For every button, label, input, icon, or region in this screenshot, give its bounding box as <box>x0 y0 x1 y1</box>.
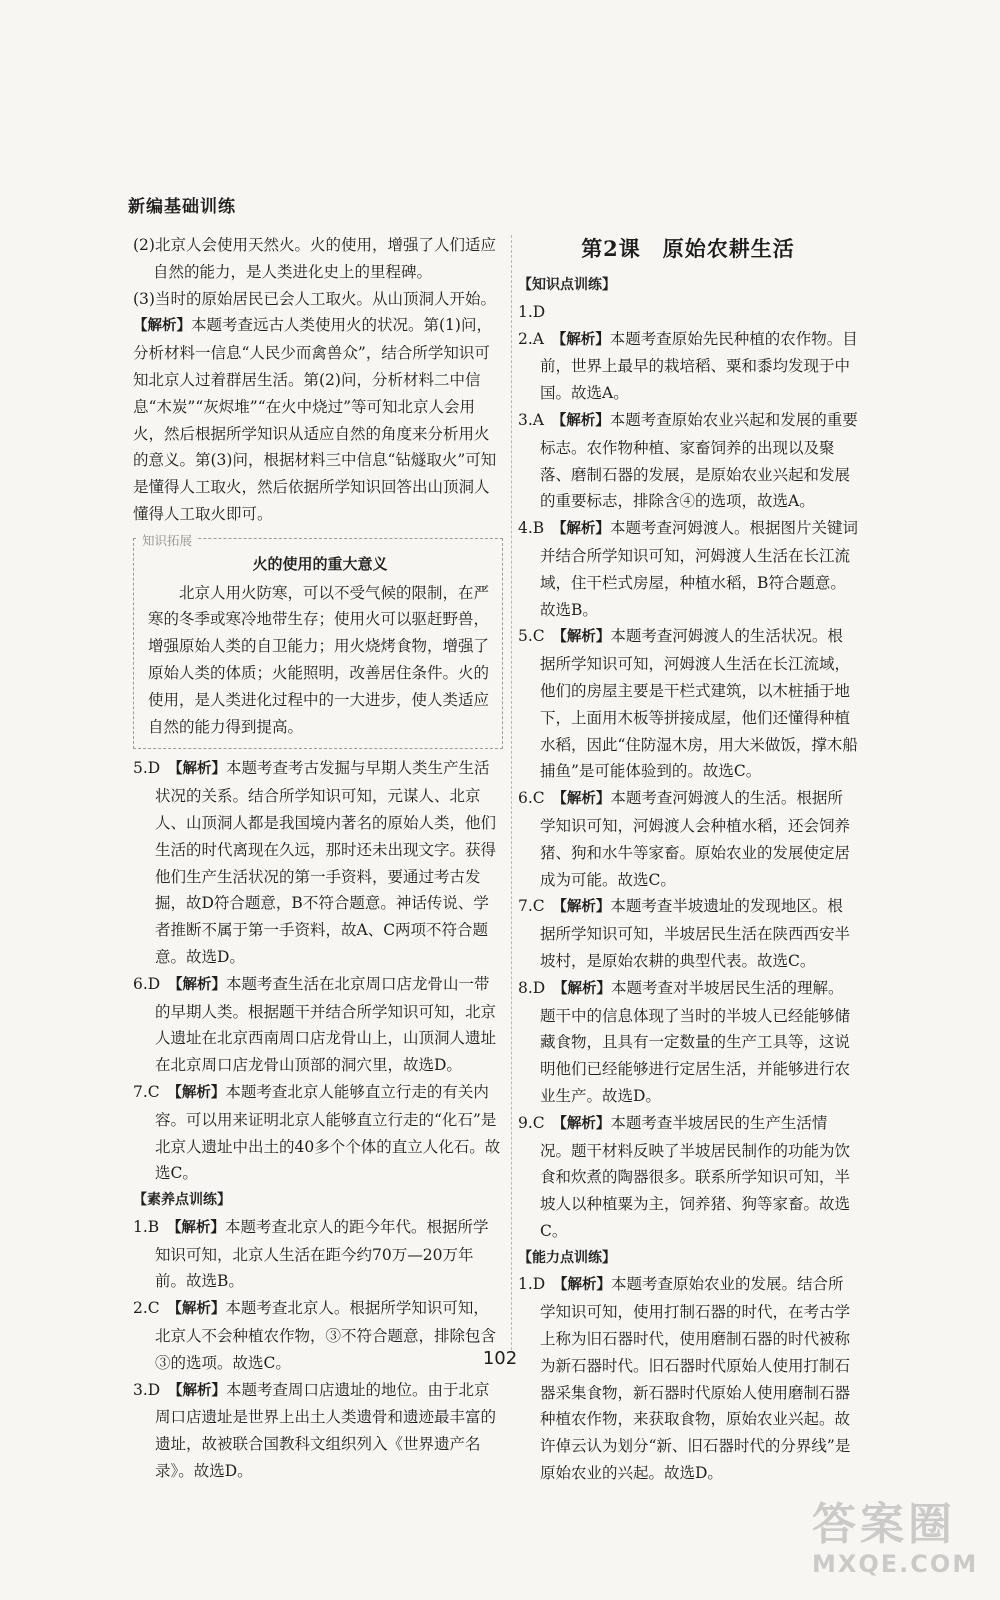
answer-number: 4.B <box>518 519 545 538</box>
answer-number: 3.A <box>518 410 544 429</box>
analysis-label: 【解析】 <box>167 761 226 778</box>
answer-explanation: 本题考查原始先民种植的农作物。目前，世界上最早的栽培稻、粟和黍均发现于中国。故选A。 <box>540 329 858 403</box>
answer-item <box>518 515 858 623</box>
right-column <box>518 232 858 1487</box>
answer-explanation: 本题考查生活在北京周口店龙骨山一带的早期人类。根据题干并结合所学知识可知，北京人遗址在北京西南周口店龙骨山上，山顶洞人遗址在北京周口店龙骨山顶部的洞穴里，故选D。 <box>155 974 497 1075</box>
analysis-label: 【解析】 <box>551 412 610 429</box>
analysis-label: 【解析】 <box>551 331 610 348</box>
analysis-label: 【解析】 <box>552 1277 611 1294</box>
answer-line-3: (3)当时的原始居民已会人工取火。从山顶洞人开始。 <box>133 289 496 308</box>
answer-explanation: 本题考查河姆渡人。根据图片关键词并结合所学知识可知，河姆渡人生活在长江流域，住干栏式房屋，种植水稻，B符合题意。故选B。 <box>540 519 858 619</box>
answer-item <box>518 893 858 974</box>
answer-item: 1.D <box>518 302 546 321</box>
answer-number: 3.D <box>133 1380 161 1399</box>
answer-explanation: 本题考查考古发掘与早期人类生产生活状况的关系。结合所学知识可知，元谋人、北京人、山顶洞人都是我国境内著名的原始人类，他们生活的时代离现在久远，那时还未出现文字。获得他们生产生活状况的第一手资料，要通过考古发掘，故D符合题意，B不符合题意。神话传说、学者推断不属于第一手资料，故A、C两项不符合题意。故选D。 <box>155 759 497 966</box>
section-heading-literacy: 【素养点训练】 <box>133 1192 231 1209</box>
answer-item <box>518 975 858 1110</box>
answer-explanation: 本题考查半坡遗址的发现地区。根据所学知识可知，半坡居民生活在陕西西安半坡村，是原始农耕的典型代表。故选C。 <box>540 897 851 970</box>
analysis-label: 【解析】 <box>167 1301 226 1318</box>
answer-explanation: 本题考查周口店遗址的地位。由于北京周口店遗址是世界上出土人类遗骨和遗迹最丰富的遗址，故被联合国教科文组织列入《世界遗产名录》。故选D。 <box>155 1380 497 1481</box>
answer-explanation: 本题考查河姆渡人的生活状况。根据所学知识可知，河姆渡人生活在长江流域，他们的房屋主要是干栏式建筑，以木桩插于地下，上面用木板等拼接成屋，他们还懂得种植水稻，因此“住防湿木房，用大米做饭，撑木船捕鱼”是可能体验到的。故选C。 <box>540 627 858 781</box>
analysis-label: 【解析】 <box>552 791 611 808</box>
section-heading-ability: 【能力点训练】 <box>518 1249 616 1266</box>
answer-number: 8.D <box>518 978 546 997</box>
analysis-label: 【解析】 <box>552 1115 611 1132</box>
answer-item <box>518 1271 858 1486</box>
analysis-label: 【解析】 <box>167 1382 226 1399</box>
right-answer-list-b <box>518 1271 858 1486</box>
answer-line-2: (2)北京人会使用天然火。火的使用，增强了人们适应自然的能力，是人类进化史上的里程碑。 <box>133 236 496 281</box>
answer-item <box>518 785 858 893</box>
answer-explanation: 本题考查原始农业兴起和发展的重要标志。农作物种植、家畜饲养的出现以及聚落、磨制石器的发展，是原始农业兴起和发展的重要标志，排除含④的选项，故选A。 <box>540 410 858 511</box>
answer-explanation: 本题考查对半坡居民生活的理解。题干中的信息体现了当时的半坡人已经能够储藏食物，且具有一定数量的生产工具等，这说明他们已经能够进行定居生活，并能够进行农业生产。故选D。 <box>540 978 851 1105</box>
analysis-label: 【解析】 <box>166 1219 225 1236</box>
section-heading-knowledge: 【知识点训练】 <box>518 277 616 293</box>
watermark-domain: MXQE.COM <box>812 1550 979 1578</box>
book-series-header: 新编基础训练 <box>128 197 236 217</box>
knowledge-expansion-label: 知识拓展 <box>138 528 196 555</box>
column-divider <box>511 235 512 1350</box>
answer-explanation: 本题考查河姆渡人的生活。根据所学知识可知，河姆渡人会种植水稻，还会饲养猪、狗和水牛等家畜。原始农业的发展使定居成为可能。故选C。 <box>540 789 851 889</box>
left-column <box>133 232 503 1485</box>
answer-item <box>133 971 503 1079</box>
answer-item <box>518 326 858 407</box>
answer-number: 9.C <box>518 1113 545 1132</box>
answer-item <box>518 407 858 515</box>
answer-number: 6.C <box>518 789 545 808</box>
answer-item <box>518 623 858 785</box>
answer-item <box>133 1079 503 1187</box>
analysis-label: 【解析】 <box>167 976 226 993</box>
analysis-paragraph <box>133 312 503 527</box>
knowledge-expansion-box <box>133 532 503 750</box>
answer-number: 1.D <box>518 1275 546 1294</box>
answer-explanation: 本题考查半坡居民的生产生活情况。题干材料反映了半坡居民制作的功能为饮食和炊煮的陶器很多。联系所学知识可知，半坡人以种植粟为主，饲养猪、狗等家畜。故选C。 <box>540 1113 851 1240</box>
page-number: 102 <box>482 1348 518 1369</box>
answer-number: 5.D <box>133 759 161 778</box>
left-answer-list-a <box>133 755 503 1187</box>
analysis-label: 【解析】 <box>551 521 610 538</box>
site-watermark <box>812 1500 978 1578</box>
answer-number: 5.C <box>518 627 545 646</box>
analysis-label: 【解析】 <box>167 1084 226 1101</box>
watermark-logo-text: 答案圈 <box>812 1499 956 1550</box>
answer-explanation: 本题考查原始农业的发展。结合所学知识可知，使用打制石器的时代，在考古学上称为旧石器时代，使用磨制石器的时代被称为新石器时代。旧石器时代原始人使用打制石器采集食物，新石器时代原始人使用磨制石器种植农作物，来获取食物，原始农业兴起。故许倬云认为划分“新、旧石器时代的分界线”是原始农业的兴起。故选D。 <box>540 1275 851 1483</box>
answer-number: 7.C <box>133 1082 160 1101</box>
answer-explanation: 本题考查北京人的距今年代。根据所学知识可知，北京人生活在距今约70万—20万年前。故选B。 <box>155 1217 489 1291</box>
knowledge-expansion-title: 火的使用的重大意义 <box>252 554 388 573</box>
analysis-text: 本题考查远古人类使用火的状况。第(1)问，分析材料一信息“人民少而禽兽众”，结合所学知识可知北京人过着群居生活。第(2)问，分析材料二中信息“木炭”“灰烬堆”“在火中烧过”等可知北京人会用火，然后根据所学知识从适应自然的角度来分析用火的意义。第(3)问，根据材料三中信息“钻燧取火”可知是懂得人工取火，然后依据所学知识回答出山顶洞人懂得人工取火即可。 <box>133 316 497 523</box>
analysis-label: 【解析】 <box>552 980 611 997</box>
analysis-label: 【解析】 <box>133 318 191 335</box>
answer-item <box>133 755 503 970</box>
answer-number: 6.D <box>133 974 161 993</box>
answer-item <box>518 1110 858 1245</box>
answer-explanation: 本题考查北京人能够直立行走的有关内容。可以用来证明北京人能够直立行走的“化石”是北京人遗址中出土的40多个个体的直立人化石。故选C。 <box>155 1082 501 1183</box>
answer-number: 2.A <box>518 329 544 348</box>
lesson-title: 第2课 原始农耕生活 <box>581 236 795 261</box>
knowledge-expansion-text: 北京人用火防寒，可以不受气候的限制，在严寒的冬季或寒冷地带生存；使用火可以驱赶野兽，增强原始人类的自卫能力；用火烧烤食物，增强了原始人类的体质；火能照明，改善居住条件。火的使用，是人类进化过程中的一大进步，使人类适应自然的能力得到提高。 <box>148 583 490 736</box>
right-answer-list-a <box>518 326 858 1245</box>
answer-number: 1.B <box>133 1217 160 1236</box>
analysis-label: 【解析】 <box>552 899 611 916</box>
answer-item <box>133 1214 503 1295</box>
analysis-label: 【解析】 <box>552 629 611 646</box>
answer-explanation: 本题考查北京人。根据所学知识可知，北京人不会种植农作物，③不符合题意，排除包含③的选项。故选C。 <box>155 1299 497 1372</box>
answer-item <box>133 1377 503 1485</box>
answer-number: 7.C <box>518 897 545 916</box>
answer-number: 2.C <box>133 1299 160 1318</box>
